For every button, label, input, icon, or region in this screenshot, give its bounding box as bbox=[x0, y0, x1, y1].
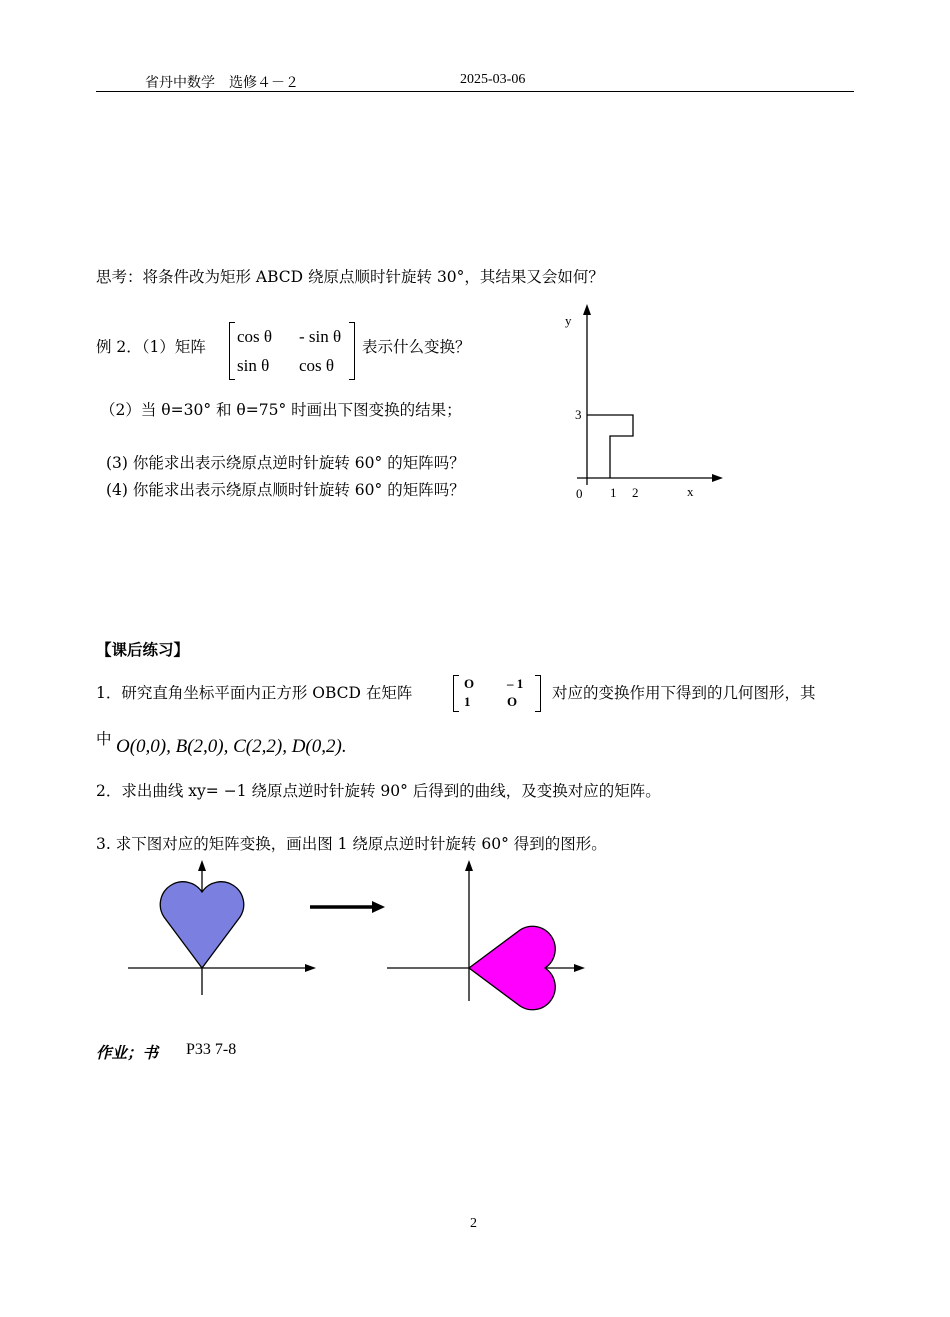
heart-figures bbox=[120, 855, 600, 1015]
x-tick-label: 2 bbox=[632, 485, 639, 500]
matrix-cell: sin θ bbox=[237, 355, 270, 375]
matrix-cell: O bbox=[507, 694, 518, 709]
exercise1-after: 对应的变换作用下得到的几何图形，其 bbox=[552, 684, 816, 702]
region-outline bbox=[587, 415, 633, 478]
rotation-matrix bbox=[229, 322, 355, 380]
y-tick-label: 3 bbox=[575, 407, 582, 422]
exercise1-points: O(0,0), B(2,0), C(2,2), D(0,2). bbox=[116, 736, 347, 757]
transform-arrow-head bbox=[372, 901, 385, 913]
left-y-axis-arrow bbox=[198, 860, 206, 871]
exercise1-cont: 中 bbox=[96, 730, 112, 748]
matrix-cell: O bbox=[464, 676, 475, 691]
left-x-axis-arrow bbox=[305, 964, 316, 972]
exercises-title: 【课后练习】 bbox=[96, 640, 190, 659]
exercise1-text: 1．研究直角坐标平面内正方形 OBCD 在矩阵 bbox=[96, 684, 413, 702]
origin-label: 0 bbox=[576, 486, 583, 501]
example2-part2: （2）当 θ=30° 和 θ=75° 时画出下图变换的结果； bbox=[100, 401, 462, 419]
rotated-heart-shape bbox=[469, 926, 555, 1009]
example2-part3: (3) 你能求出表示绕原点逆时针旋转 60° 的矩阵吗？ bbox=[106, 454, 465, 472]
exercise2-text: 2．求出曲线 xy= −1 绕原点逆时针旋转 90° 后得到的曲线，及变换对应的矩阵。 bbox=[96, 782, 661, 800]
example2-after-matrix: 表示什么变换？ bbox=[362, 338, 471, 356]
right-x-axis-arrow bbox=[574, 964, 585, 972]
exercise3-text: 3. 求下图对应的矩阵变换，画出图 1 绕原点逆时针旋转 60° 得到的图形。 bbox=[96, 835, 607, 853]
x-axis-label: x bbox=[687, 484, 694, 499]
think-question: 思考：将条件改为矩形 ABCD 绕原点顺时针旋转 30°，其结果又会如何？ bbox=[96, 268, 604, 286]
matrix-cell: - sin θ bbox=[299, 326, 342, 346]
matrix-cell: – 1 bbox=[507, 676, 524, 691]
matrix-cell: cos θ bbox=[299, 355, 335, 375]
x-axis-arrow bbox=[712, 474, 723, 482]
exercise1-matrix bbox=[453, 675, 541, 712]
homework-label: 作业；书 bbox=[96, 1043, 159, 1062]
example2-intro: 例 2．（1）矩阵 bbox=[96, 338, 206, 356]
header-date: 2025-03-06 bbox=[460, 72, 526, 87]
x-tick-label: 1 bbox=[610, 485, 617, 500]
y-axis-arrow bbox=[583, 304, 591, 315]
homework-ref: P33 7-8 bbox=[186, 1041, 237, 1058]
y-axis-label: y bbox=[565, 313, 572, 328]
header-rule bbox=[96, 91, 854, 92]
matrix-cell: cos θ bbox=[237, 326, 273, 346]
matrix-cell: 1 bbox=[464, 694, 471, 709]
example2-part4: (4) 你能求出表示绕原点顺时针旋转 60° 的矩阵吗？ bbox=[106, 481, 465, 499]
coordinate-graph bbox=[555, 300, 735, 510]
header-course: 省丹中数学 选修４－２ bbox=[145, 75, 299, 91]
page-number: 2 bbox=[470, 1216, 477, 1231]
right-y-axis-arrow bbox=[465, 860, 473, 871]
original-heart-shape bbox=[160, 882, 243, 968]
